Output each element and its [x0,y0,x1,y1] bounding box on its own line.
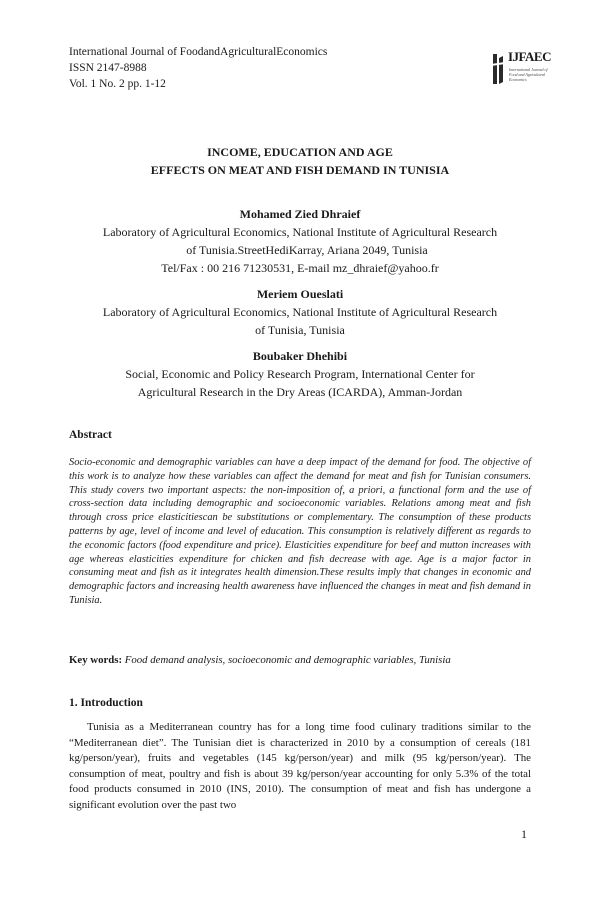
title-line-1: INCOME, EDUCATION AND AGE [207,145,393,159]
author-block-2 [0,285,600,339]
journal-header [69,44,327,92]
keywords [69,654,539,666]
author-affiliation-line: of Tunisia.StreetHediKarray, Ariana 2049, Tunisia [186,243,428,257]
journal-logo [490,48,550,92]
author-block-1 [0,205,600,277]
abstract-heading: Abstract [69,429,112,441]
author-block-3 [0,347,600,401]
abstract-text: Socio-economic and demographic variables can have a deep impact of the demand for food. The objective of this work is to analyze how these variables can affect the demand for meat and fish for Tunisian consumers. This study covers two important aspects: the non-imposition of, a priori, a functional form and the use of cross-section data including demographic and socioeconomic variables. Relations among meat and fish through cross price elasticitiescan be substitutions or complementary. The consumption of these products patterns by age, level of income and level of education. This consumption is relatively different as regards to the economic factors (food expenditure and price). Elasticities expenditure for beef and mutton increases with age whereas elasticities expenditure for chicken and fish decrease with age. Age is a major factor in consuming meat and fish as it integrates health dimension.These results imply that changes in economic and demographic factors and increasing health awareness have influenced the changes in meat and fish demand in Tunisia. [69,457,531,606]
author-affiliation-line: of Tunisia, Tunisia [255,323,345,337]
logo-emblem-icon [490,52,506,86]
author-name: Meriem Oueslati [256,287,344,301]
journal-volume: Vol. 1 No. 2 pp. 1-12 [69,78,166,90]
introduction-text: Tunisia as a Mediterranean country has for a long time food culinary traditions similar to the “Mediterranean diet”. The Tunisian diet is characterized in 2010 by a consumption of cereals (181 kg/person/year), fruits and vegetables (145 kg/person/year) and milk (95 kg/person/year). The consumption of meat, poultry and fish is about 39 kg/person/year accounting for only 5.3% of the total food products consumed in 2010 (INS, 2010). The consumption of meat and fish has undergone a significant evolution over the past two [69,721,531,811]
logo-text: IJFAEC [508,49,551,64]
title-line-2: EFFECTS ON MEAT AND FISH DEMAND IN TUNISIA [150,163,450,177]
author-affiliation-line: Laboratory of Agricultural Economics, National Institute of Agricultural Research [102,305,498,319]
paper-title [0,143,600,179]
author-affiliation-line: Social, Economic and Policy Research Program, International Center for [125,367,475,381]
page-number: 1 [521,827,527,841]
introduction-heading: 1. Introduction [69,697,143,709]
journal-issn: ISSN 2147-8988 [69,62,147,74]
author-affiliation-line: Laboratory of Agricultural Economics, National Institute of Agricultural Research [102,225,498,239]
keywords-label: Key words: [69,654,123,666]
author-name: Boubaker Dhehibi [252,349,348,363]
logo-subtitle: International Journal of Food and Agricultural Economics [509,67,548,82]
author-contact-line: Tel/Fax : 00 216 71230531, E-mail mz_dhraief@yahoo.fr [161,261,439,275]
journal-name: International Journal of FoodandAgriculturalEconomics [69,46,328,58]
author-name: Mohamed Zied Dhraief [239,207,361,221]
author-affiliation-line: Agricultural Research in the Dry Areas (ICARDA), Amman-Jordan [137,385,463,399]
keywords-text: Food demand analysis, socioeconomic and demographic variables, Tunisia [124,654,451,666]
